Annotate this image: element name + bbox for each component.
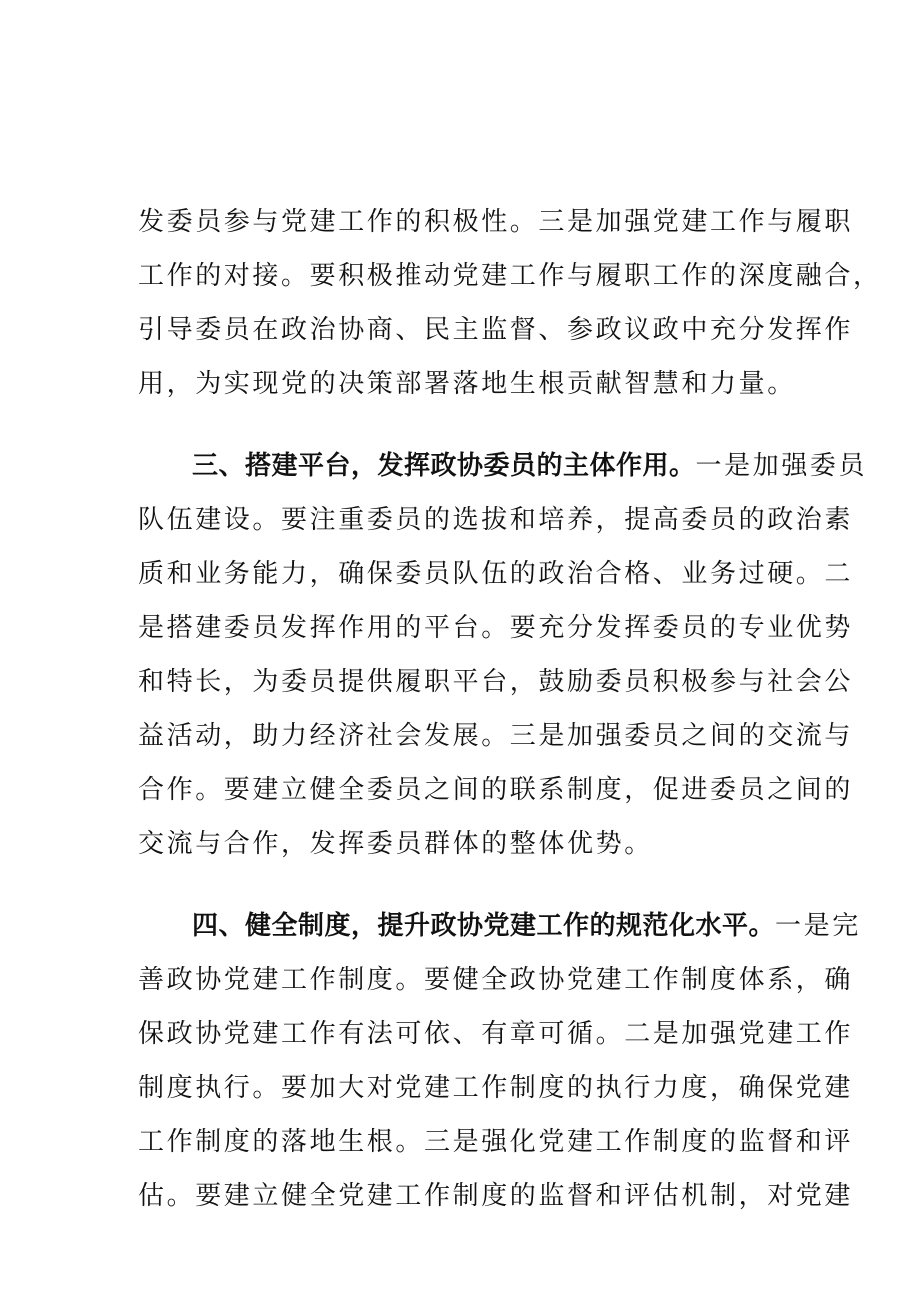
text-line: 和特长，为委员提供履职平台，鼓励委员积极参与社会公 <box>138 667 854 697</box>
text-line: 制度执行。要加大对党建工作制度的执行力度，确保党建 <box>138 1073 854 1103</box>
text-line: 估。要建立健全党建工作制度的监督和评估机制，对党建 <box>138 1181 854 1211</box>
text-line: 是搭建委员发挥作用的平台。要充分发挥委员的专业优势 <box>138 613 854 643</box>
text-line: 队伍建设。要注重委员的选拔和培养，提高委员的政治素 <box>138 505 854 535</box>
section-heading: 四、健全制度，提升政协党建工作的规范化水平。 <box>192 911 776 941</box>
section-heading: 三、搭建平台，发挥政协委员的主体作用。 <box>192 451 696 481</box>
text-line: 质和业务能力，确保委员队伍的政治合格、业务过硬。二 <box>138 559 854 589</box>
text-line: 合作。要建立健全委员之间的联系制度，促进委员之间的 <box>138 775 854 805</box>
paragraph-first-line <box>138 899 861 953</box>
paragraph-3 <box>138 899 861 1223</box>
text-line: 益活动，助力经济社会发展。三是加强委员之间的交流与 <box>138 721 854 751</box>
document-body <box>138 195 882 1223</box>
text-line: 工作制度的落地生根。三是强化党建工作制度的监督和评 <box>138 1127 854 1157</box>
text-line: 交流与合作，发挥委员群体的整体优势。 <box>138 829 653 859</box>
text-run: 一是完 <box>775 911 861 941</box>
paragraph-2 <box>138 439 868 871</box>
paragraph-1 <box>138 195 882 411</box>
text-line: 工作的对接。要积极推动党建工作与履职工作的深度融合， <box>138 261 882 291</box>
text-run: 一是加强委员 <box>695 451 868 481</box>
text-line: 用，为实现党的决策部署落地生根贡献智慧和力量。 <box>138 369 796 399</box>
text-line: 保政协党建工作有法可依、有章可循。二是加强党建工作 <box>138 1019 854 1049</box>
text-line: 发委员参与党建工作的积极性。三是加强党建工作与履职 <box>138 207 854 237</box>
text-line: 善政协党建工作制度。要健全政协党建工作制度体系，确 <box>138 965 854 995</box>
paragraph-first-line <box>138 439 868 493</box>
text-line: 引导委员在政治协商、民主监督、参政议政中充分发挥作 <box>138 315 854 345</box>
